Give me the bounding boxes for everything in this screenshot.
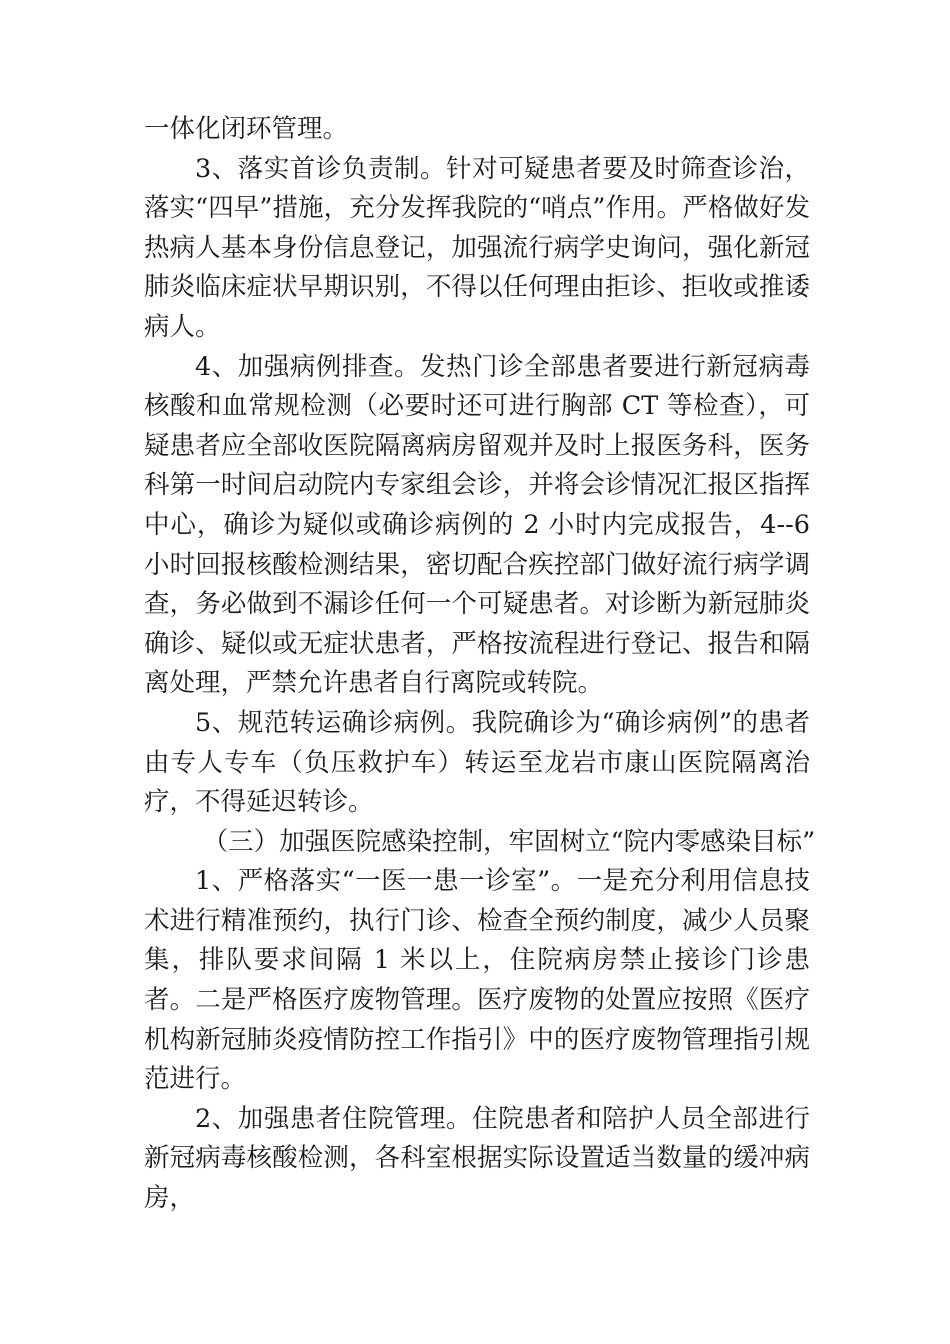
paragraph-continuation: 一体化闭环管理。 bbox=[144, 114, 349, 144]
paragraph-item-4: 4、加强病例排查。发热门诊全部患者要进行新冠病毒核酸和血常规检测（必要时还可进行胸部 CT 等检查），可疑患者应全部收医院隔离病房留观并及时上报医务科，医务科第一时间启动院内专家组会诊，并将会诊情况汇报区指挥中心，确诊为疑似或确诊病例的 2 小时内完成报告，4--6 小时回报核酸检测结果，密切配合疾控部门做好流行病学调查，务必做到不漏诊任何一个可疑患者。对诊断为新冠肺炎确诊、疑似或无症状患者，严格按流程进行登记、报告和隔离处理，严禁允许患者自行离院或转院。 bbox=[144, 351, 810, 699]
document-body bbox=[144, 110, 816, 1219]
paragraph-item-1: 1、严格落实“一医一患一诊室”。一是充分利用信息技术进行精准预约，执行门诊、检查全预约制度，减少人员聚集，排队要求间隔 1 米以上，住院病房禁止接诊门诊患者。二是严格医疗废物管理。医疗废物的处置应按照《医疗机构新冠肺炎疫情防控工作指引》中的医疗废物管理指引规范进行。 bbox=[144, 866, 810, 1095]
paragraph-item-3: 3、落实首诊负责制。针对可疑患者要及时筛查诊治，落实“四早”措施，充分发挥我院的“哨点”作用。严格做好发热病人基本身份信息登记，加强流行病学史询问，强化新冠肺炎临床症状早期识别，不得以任何理由拒诊、拒收或推诿病人。 bbox=[144, 153, 810, 342]
paragraph-item-5: 5、规范转运确诊病例。我院确诊为“确诊病例”的患者由专人专车（负压救护车）转运至龙岩市康山医院隔离治疗，不得延迟转诊。 bbox=[144, 707, 810, 818]
section-heading: （三）加强医院感染控制，牢固树立“院内零感染目标” bbox=[202, 826, 816, 857]
paragraph-item-2: 2、加强患者住院管理。住院患者和陪护人员全部进行新冠病毒核酸检测，各科室根据实际设置适当数量的缓冲病房， bbox=[144, 1103, 810, 1214]
